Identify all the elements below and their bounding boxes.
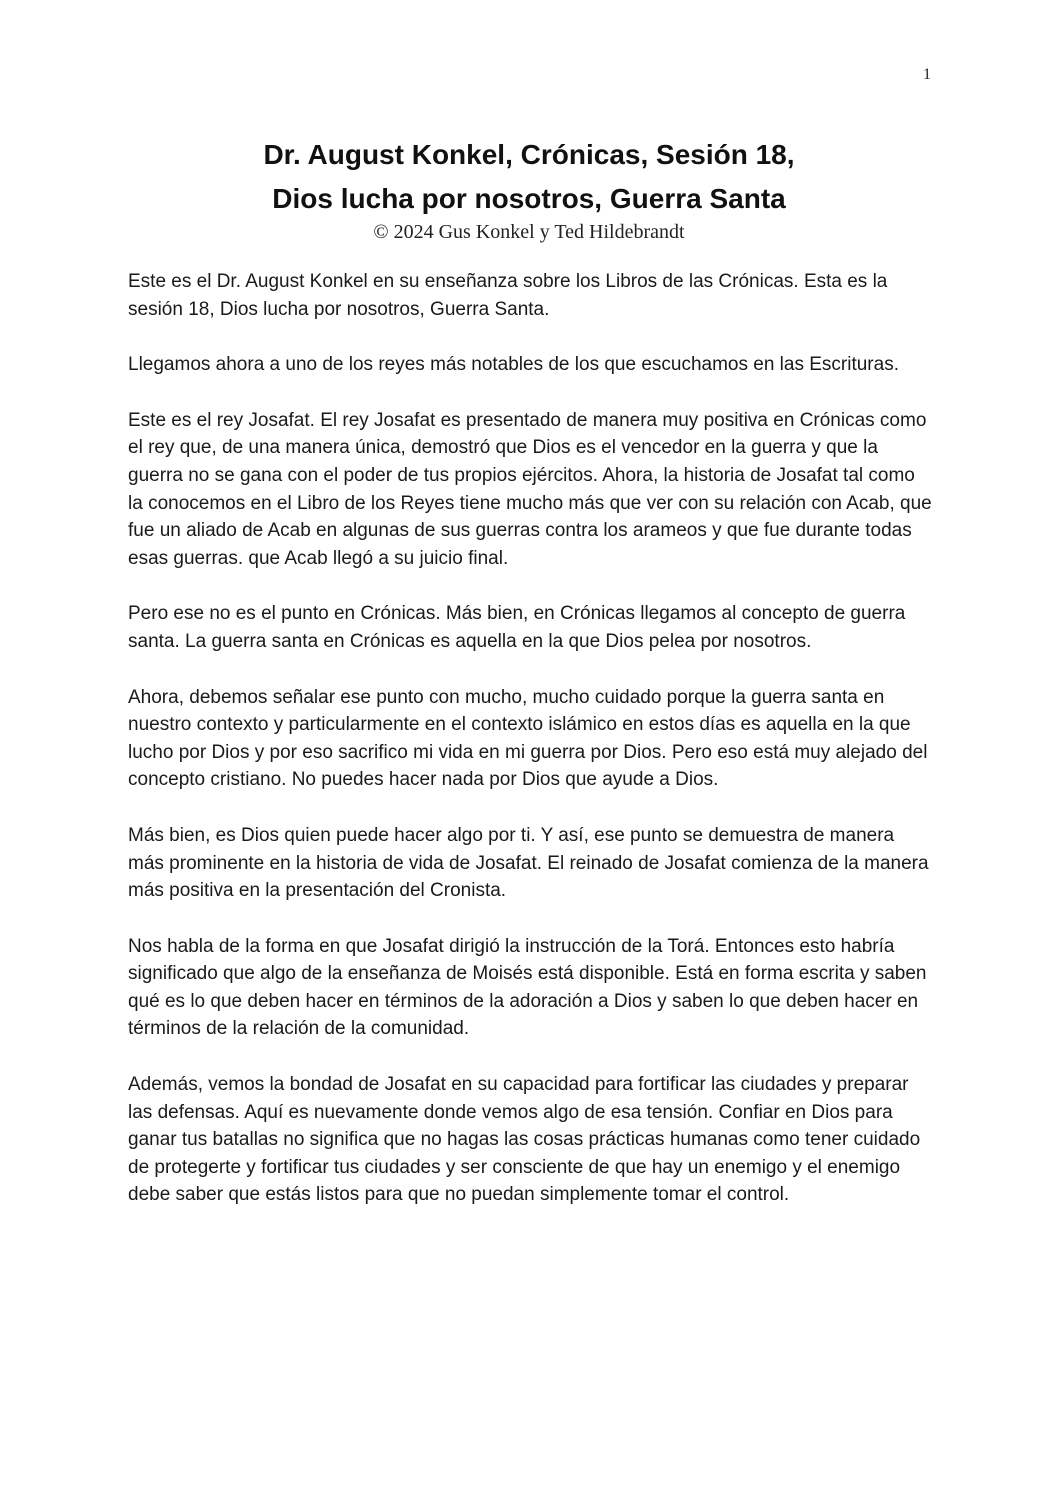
- document-body: [128, 268, 933, 1237]
- page-number: 1: [923, 66, 931, 83]
- paragraph: Pero ese no es el punto en Crónicas. Más bien, en Crónicas llegamos al concepto de guerra santa. La guerra santa en Crónicas es aquella en la que Dios pelea por nosotros.: [128, 603, 906, 652]
- document-title-line-1: Dr. August Konkel, Crónicas, Sesión 18,: [263, 139, 795, 170]
- copyright-notice: © 2024 Gus Konkel y Ted Hildebrandt: [373, 221, 685, 243]
- paragraph: Además, vemos la bondad de Josafat en su capacidad para fortificar las ciudades y preparar las defensas. Aquí es nuevamente donde vemos algo de esa tensión. Confiar en Dios para ganar tus batallas no significa que no hagas las cosas prácticas humanas como tener cuidado de protegerte y fortificar tus ciudades y ser consciente de que hay un enemigo y el enemigo debe saber que estás listos para que no puedan simplemente tomar el control.: [128, 1074, 921, 1206]
- paragraph: Nos habla de la forma en que Josafat dirigió la instrucción de la Torá. Entonces esto habría significado que algo de la enseñanza de Moisés está disponible. Está en forma escrita y saben qué es lo que deben hacer en términos de la adoración a Dios y saben lo que deben hacer en términos de la relación de la comunidad.: [128, 935, 927, 1040]
- document-title-line-2: Dios lucha por nosotros, Guerra Santa: [272, 183, 786, 214]
- paragraph: Llegamos ahora a uno de los reyes más notables de los que escuchamos en las Escrituras.: [128, 354, 899, 376]
- paragraph: Este es el Dr. August Konkel en su enseñanza sobre los Libros de las Crónicas. Esta es la sesión 18, Dios lucha por nosotros, Guerra Santa.: [128, 271, 888, 320]
- paragraph: Ahora, debemos señalar ese punto con mucho, mucho cuidado porque la guerra santa en nuestro contexto y particularmente en el contexto islámico en estos días es aquella en la que lucho por Dios y por eso sacrifico mi vida en mi guerra por Dios. Pero eso está muy alejado del concepto cristiano. No puedes hacer nada por Dios que ayude a Dios.: [128, 686, 928, 791]
- paragraph: Más bien, es Dios quien puede hacer algo por ti. Y así, ese punto se demuestra de manera más prominente en la historia de vida de Josafat. El reinado de Josafat comienza de la manera más positiva en la presentación del Cronista.: [128, 824, 929, 902]
- document-header: [0, 133, 1058, 243]
- paragraph: Este es el rey Josafat. El rey Josafat es presentado de manera muy positiva en Crónicas como el rey que, de una manera única, demostró que Dios es el vencedor en la guerra y que la guerra no se gana con el poder de tus propios ejércitos. Ahora, la historia de Josafat tal como la conocemos en el Libro de los Reyes tiene mucho más que ver con su relación con Acab, que fue un aliado de Acab en algunas de sus guerras contra los arameos y que fue durante todas esas guerras. que Acab llegó a su juicio final.: [128, 409, 932, 569]
